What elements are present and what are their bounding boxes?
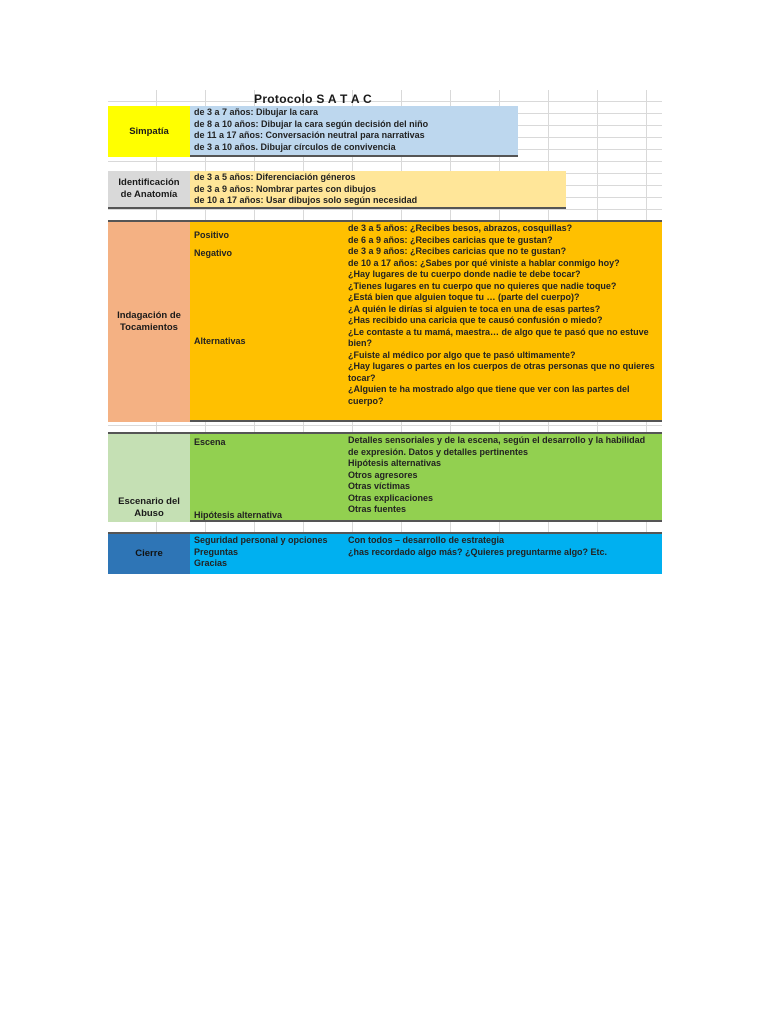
cierre-sub: Seguridad personal y opciones: [194, 535, 328, 545]
tocamientos-line: ¿Alguien te ha mostrado algo que tiene que ver con las partes del cuerpo?: [348, 384, 630, 406]
simpatia-label: Simpatía: [108, 106, 190, 157]
anatomia-body: [190, 171, 566, 209]
anatomia-line: de 3 a 9 años: Nombrar partes con dibujos: [194, 183, 377, 194]
cierre-body: [190, 534, 662, 574]
cierre-sub: Gracias: [194, 558, 228, 568]
anatomia-label: Identificación de Anatomía: [108, 171, 190, 209]
simpatia-line: de 3 a 7 años: Dibujar la cara: [194, 107, 319, 117]
tocamientos-line: de 3 a 5 años: ¿Recibes besos, abrazos, cosquillas?: [348, 223, 573, 233]
escenario-sub-hipotesis: Hipótesis alternativa: [194, 510, 283, 520]
tocamientos-line: de 6 a 9 años: ¿Recibes caricias que te gustan?: [348, 234, 553, 245]
escenario-line: Otros agresores: [348, 469, 418, 480]
escenario-label: Escenario del Abuso: [108, 434, 190, 522]
tocamientos-line: de 3 a 9 años: ¿Recibes caricias que no te gustan?: [348, 246, 567, 256]
simpatia-line: de 11 a 17 años: Conversación neutral para narrativas: [194, 130, 425, 140]
page-title: Protocolo S A T A C: [254, 92, 372, 106]
cierre-sub: Preguntas: [194, 546, 239, 557]
tocamientos-line: ¿Fuiste al médico por algo que te pasó ultimamente?: [348, 349, 576, 360]
simpatia-body: [190, 106, 518, 157]
tocamientos-line: ¿Has recibido una caricia que te causó confusión o miedo?: [348, 315, 603, 325]
tocamientos-line: ¿Tienes lugares en tu cuerpo que no quieres que nadie toque?: [348, 280, 617, 291]
tocamientos-sub-negativo: Negativo: [194, 248, 233, 258]
tocamientos-line: de 10 a 17 años: ¿Sabes por qué viniste a hablar conmigo hoy?: [348, 257, 620, 268]
escenario-line: Otras víctimas: [348, 481, 411, 491]
cierre-line: ¿has recordado algo más? ¿Quieres preguntarme algo? Etc.: [348, 546, 608, 557]
cierre-label: Cierre: [108, 534, 190, 574]
tocamientos-line: ¿Hay lugares o partes en los cuerpos de otras personas que no quieres tocar?: [348, 361, 655, 383]
tocamientos-sub-positivo: Positivo: [194, 230, 230, 240]
tocamientos-label: Indagación de Tocamientos: [108, 222, 190, 422]
escenario-line: Detalles sensoriales y de la escena, según el desarrollo y la habilidad de expresión. Datos y detalles pertinentes: [348, 435, 646, 457]
tocamientos-line: ¿Está bien que alguien toque tu … (parte del cuerpo)?: [348, 292, 580, 302]
escenario-line: Otras explicaciones: [348, 492, 434, 503]
simpatia-line: de 3 a 10 años. Dibujar círculos de convivencia: [194, 141, 396, 152]
tocamientos-line: ¿A quién le dirías si alguien te toca en una de esas partes?: [348, 303, 601, 314]
spreadsheet: [108, 90, 662, 574]
cierre-line: Con todos – desarrollo de estrategia: [348, 535, 505, 545]
escenario-sub-escena: Escena: [194, 437, 226, 447]
tocamientos-line: ¿Le contaste a tu mamá, maestra… de algo que te pasó que no estuve bien?: [348, 326, 649, 348]
escenario-body: [190, 434, 662, 522]
simpatia-line: de 8 a 10 años: Dibujar la cara según decisión del niño: [194, 118, 429, 129]
anatomia-line: de 3 a 5 años: Diferenciación géneros: [194, 172, 356, 182]
escenario-line: Hipótesis alternativas: [348, 458, 442, 468]
escenario-line: Otras fuentes: [348, 504, 407, 514]
tocamientos-line: ¿Hay lugares de tu cuerpo donde nadie te debe tocar?: [348, 269, 581, 279]
tocamientos-body: [190, 222, 662, 422]
tocamientos-sub-alternativas: Alternativas: [194, 336, 246, 346]
anatomia-line: de 10 a 17 años: Usar dibujos solo según necesidad: [194, 195, 418, 205]
